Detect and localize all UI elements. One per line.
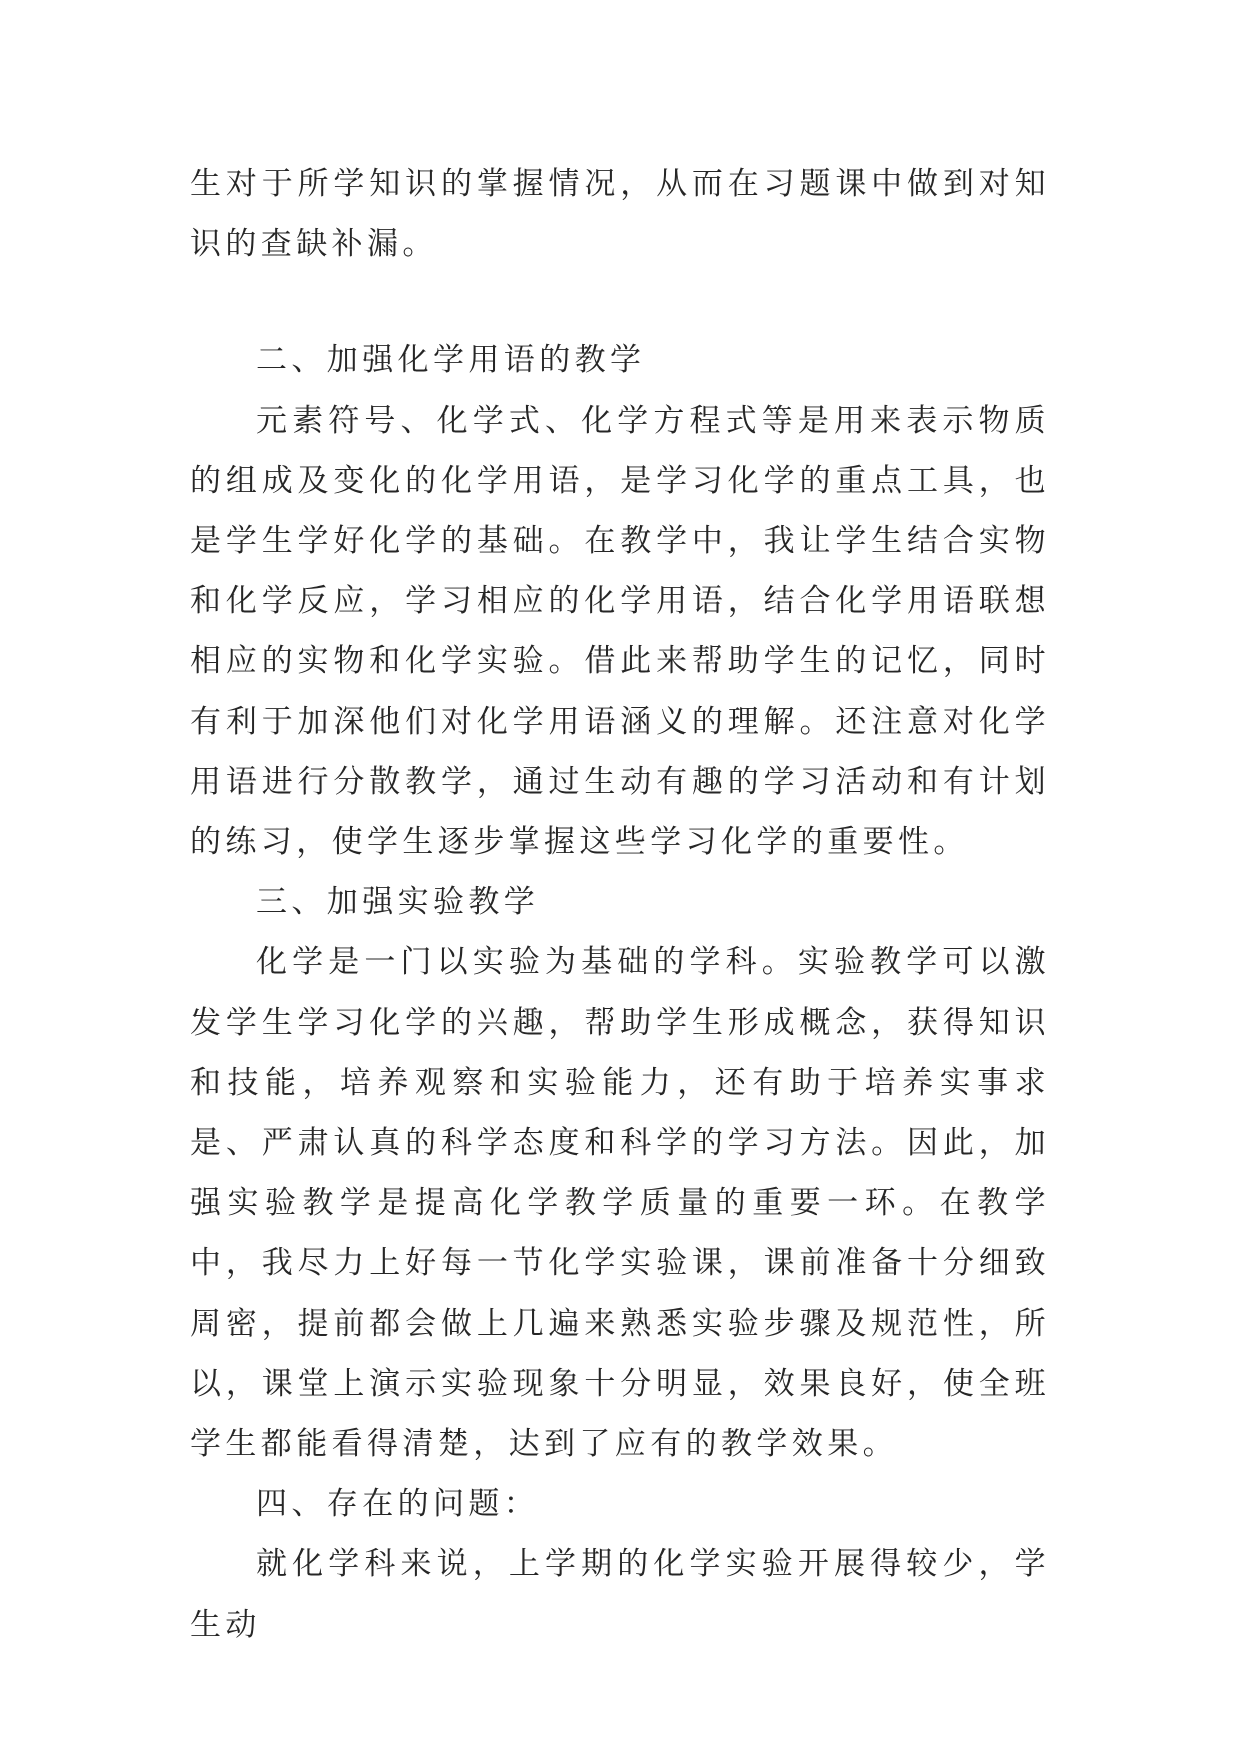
section-heading-3: 三、加强实验教学 — [256, 884, 540, 921]
section-heading-4: 四、存在的问题： — [256, 1486, 540, 1523]
section-heading-2: 二、加强化学用语的教学 — [256, 342, 646, 379]
paragraph-continuation: 生对于所学知识的掌握情况，从而在习题课中做到对知识的查缺补漏。 — [190, 166, 1050, 263]
paragraph-experiment-teaching: 化学是一门以实验为基础的学科。实验教学可以激发学生学习化学的兴趣，帮助学生形成概念，获得知识和技能，培养观察和实验能力，还有助于培养实事求是、严肃认真的科学态度和科学的学习方法。因此，加强实验教学是提高化学教学质量的重要一环。在教学中，我尽力上好每一节化学实验课，课前准备十分细致周密，提前都会做上几遍来熟悉实验步骤及规范性，所以，课堂上演示实验现象十分明显，效果良好，使全班学生都能看得清楚，达到了应有的教学效果。 — [190, 944, 1050, 1463]
document-body — [190, 154, 1050, 1655]
paragraph-gap — [190, 274, 1050, 330]
paragraph-problems: 就化学科来说，上学期的化学实验开展得较少，学生动 — [190, 1546, 1050, 1643]
paragraph-chemical-terms: 元素符号、化学式、化学方程式等是用来表示物质的组成及变化的化学用语，是学习化学的重点工具，也是学生学好化学的基础。在教学中，我让学生结合实物和化学反应，学习相应的化学用语，结合化学用语联想相应的实物和化学实验。借此来帮助学生的记忆，同时有利于加深他们对化学用语涵义的理解。还注意对化学用语进行分散教学，通过生动有趣的学习活动和有计划的练习，使学生逐步掌握这些学习化学的重要性。 — [190, 402, 1050, 861]
